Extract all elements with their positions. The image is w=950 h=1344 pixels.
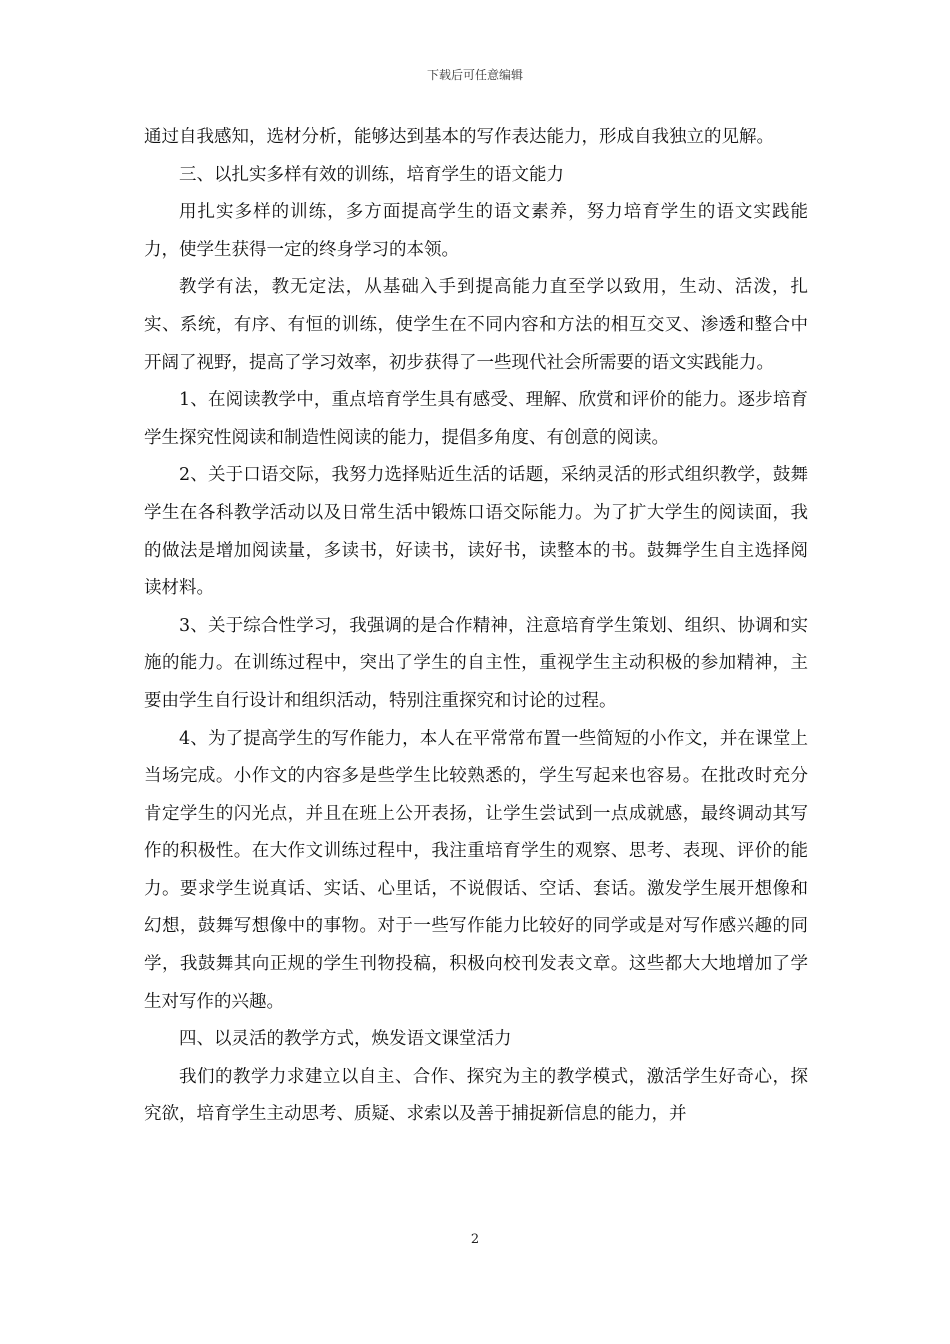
list-item: 1、在阅读教学中，重点培育学生具有感受、理解、欣赏和评价的能力。逐步培育学生探究性阅读和制造性阅读的能力，提倡多角度、有创意的阅读。 bbox=[144, 390, 808, 448]
section-heading: 四、以灵活的教学方式，焕发语文课堂活力 bbox=[179, 1029, 512, 1050]
list-item: 3、关于综合性学习，我强调的是合作精神，注意培育学生策划、组织、协调和实施的能力。在训练过程中，突出了学生的自主性，重视学生主动积极的参加精神，主要由学生自行设计和组织活动，特别注重探究和讨论的过程。 bbox=[144, 615, 808, 711]
document-body bbox=[144, 119, 808, 1134]
paragraph: 教学有法，教无定法，从基础入手到提高能力直至学以致用，生动、活泼，扎实、系统，有序、有恒的训练，使学生在不同内容和方法的相互交叉、渗透和整合中开阔了视野，提高了学习效率，初步获得了一些现代社会所需要的语文实践能力。 bbox=[144, 277, 808, 373]
list-item: 4、为了提高学生的写作能力，本人在平常常布置一些简短的小作文，并在课堂上当场完成。小作文的内容多是些学生比较熟悉的，学生写起来也容易。在批改时充分肯定学生的闪光点，并且在班上公开表扬，让学生尝试到一点成就感，最终调动其写作的积极性。在大作文训练过程中，我注重培育学生的观察、思考、表现、评价的能力。要求学生说真话、实话、心里话，不说假话、空话、套话。激发学生展开想像和幻想，鼓舞写想像中的事物。对于一些写作能力比较好的同学或是对写作感兴趣的同学，我鼓舞其向正规的学生刊物投稿，积极向校刊发表文章。这些都大大地增加了学生对写作的兴趣。 bbox=[144, 728, 808, 1012]
section-heading: 三、以扎实多样有效的训练，培育学生的语文能力 bbox=[179, 164, 564, 185]
list-item: 2、关于口语交际，我努力选择贴近生活的话题，采纳灵活的形式组织教学，鼓舞学生在各科教学活动以及日常生活中锻炼口语交际能力。为了扩大学生的阅读面，我的做法是增加阅读量，多读书，好读书，读好书，读整本的书。鼓舞学生自主选择阅读材料。 bbox=[144, 465, 808, 599]
paragraph: 我们的教学力求建立以自主、合作、探究为主的教学模式，激活学生好奇心，探究欲，培育学生主动思考、质疑、求索以及善于捕捉新信息的能力，并 bbox=[144, 1066, 808, 1125]
page-number: 2 bbox=[470, 1232, 480, 1247]
page-header: 下载后可任意编辑 bbox=[426, 68, 523, 82]
paragraph: 用扎实多样的训练，多方面提高学生的语文素养，努力培育学生的语文实践能力，使学生获得一定的终身学习的本领。 bbox=[144, 202, 808, 260]
paragraph: 通过自我感知，选材分析，能够达到基本的写作表达能力，形成自我独立的见解。 bbox=[144, 127, 774, 147]
